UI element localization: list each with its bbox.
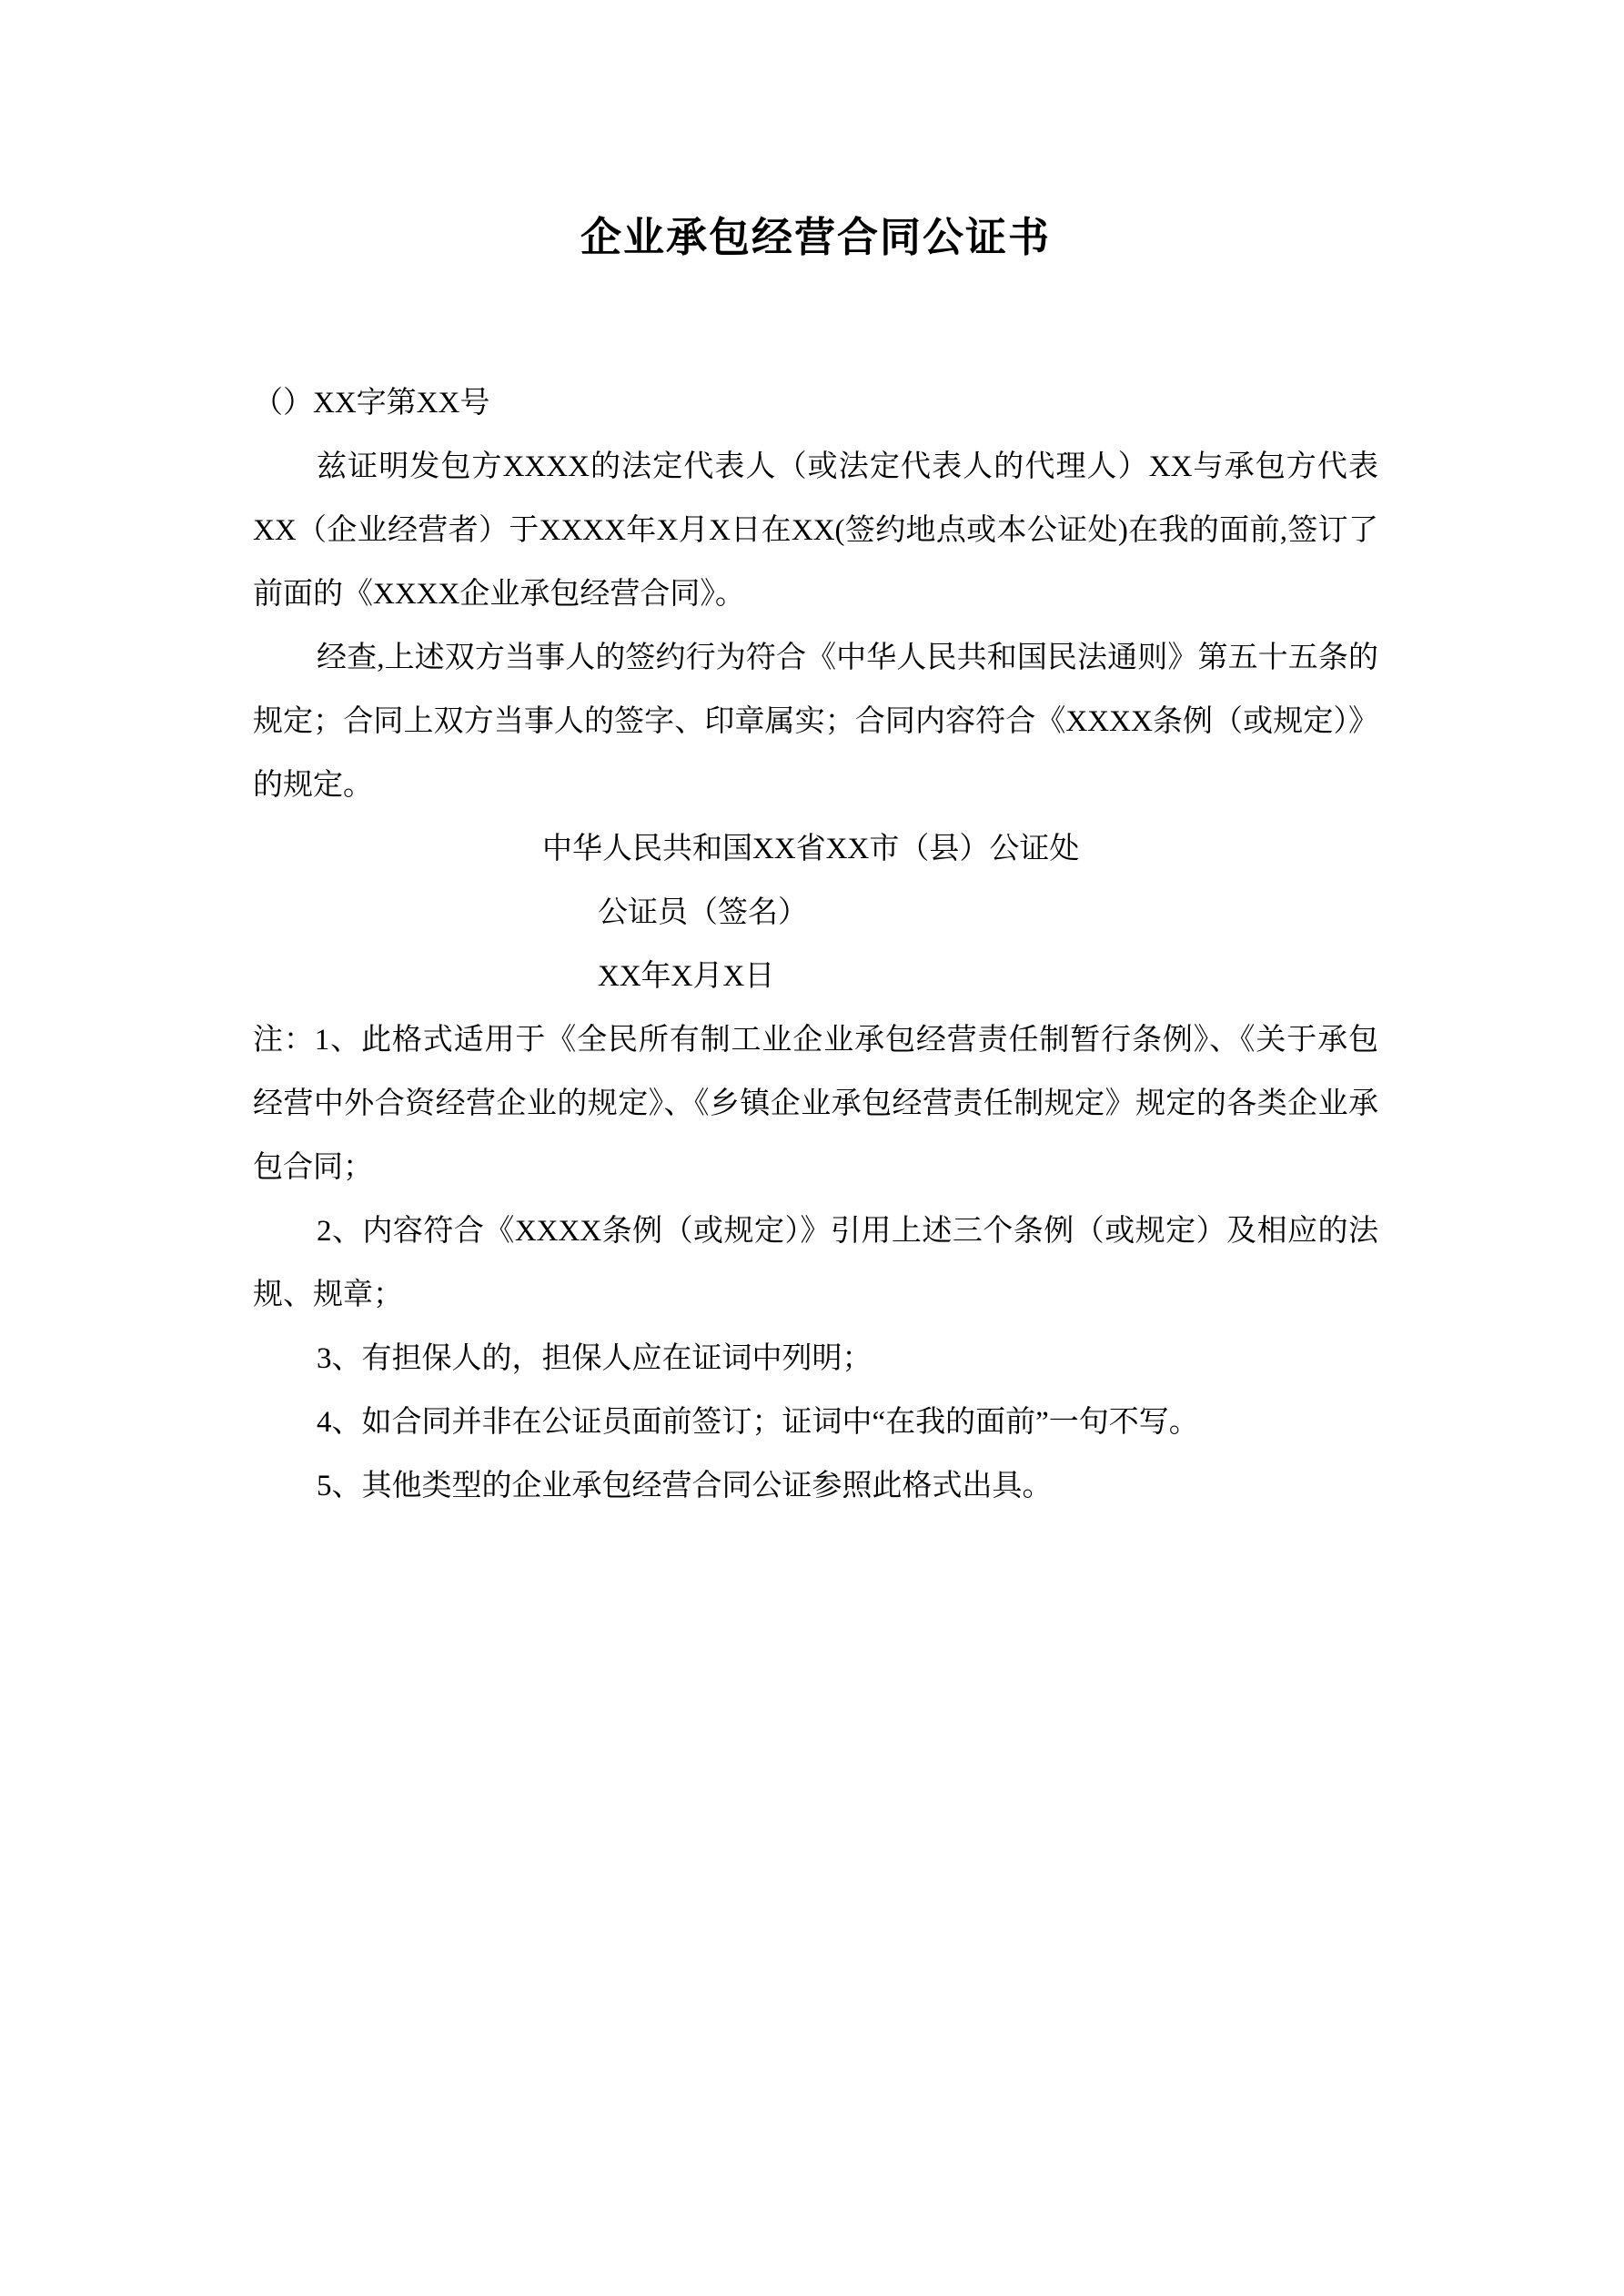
note-item-3: 3、有担保人的，担保人应在证词中列明； <box>317 1342 873 1375</box>
note-item-2: 2、内容符合《XXXX条例（或规定）》引用上述三个条例（或规定）及相应的法规、规章； <box>253 1215 1378 1311</box>
document-title: 企业承包经营合同公证书 <box>580 215 1051 260</box>
notary-office-line: 中华人民共和国XX省XX市（县）公证处 <box>542 833 1080 865</box>
doc-number: （）XX字第XX号 <box>253 387 490 420</box>
note-item-5: 5、其他类型的企业承包经营合同公证参照此格式出具。 <box>317 1470 1053 1502</box>
note-item-4: 4、如合同并非在公证员面前签订；证词中“在我的面前”一句不写。 <box>317 1406 1199 1439</box>
note-item-1: 注：1、此格式适用于《全民所有制工业企业承包经营责任制暂行条例》、《关于承包经营中外合资经营企业的规定》、《乡镇企业承包经营责任制规定》规定的各类企业承包合同； <box>253 1024 1378 1184</box>
notary-date-line: XX年X月X日 <box>598 960 775 993</box>
notary-signature-line: 公证员（签名） <box>598 896 808 929</box>
body-paragraph-2: 经查,上述双方当事人的签约行为符合《中华人民共和国民法通则》第五十五条的规定；合同上双方当事人的签字、印章属实；合同内容符合《XXXX条例（或规定）》的规定。 <box>253 642 1378 802</box>
body-paragraph-1: 兹证明发包方XXXX的法定代表人（或法定代表人的代理人）XX与承包方代表XX（企业经营者）于XXXX年X月X日在XX(签约地点或本公证处)在我的面前,签订了前面的《XXXX企业承包经营合同》。 <box>253 450 1378 611</box>
